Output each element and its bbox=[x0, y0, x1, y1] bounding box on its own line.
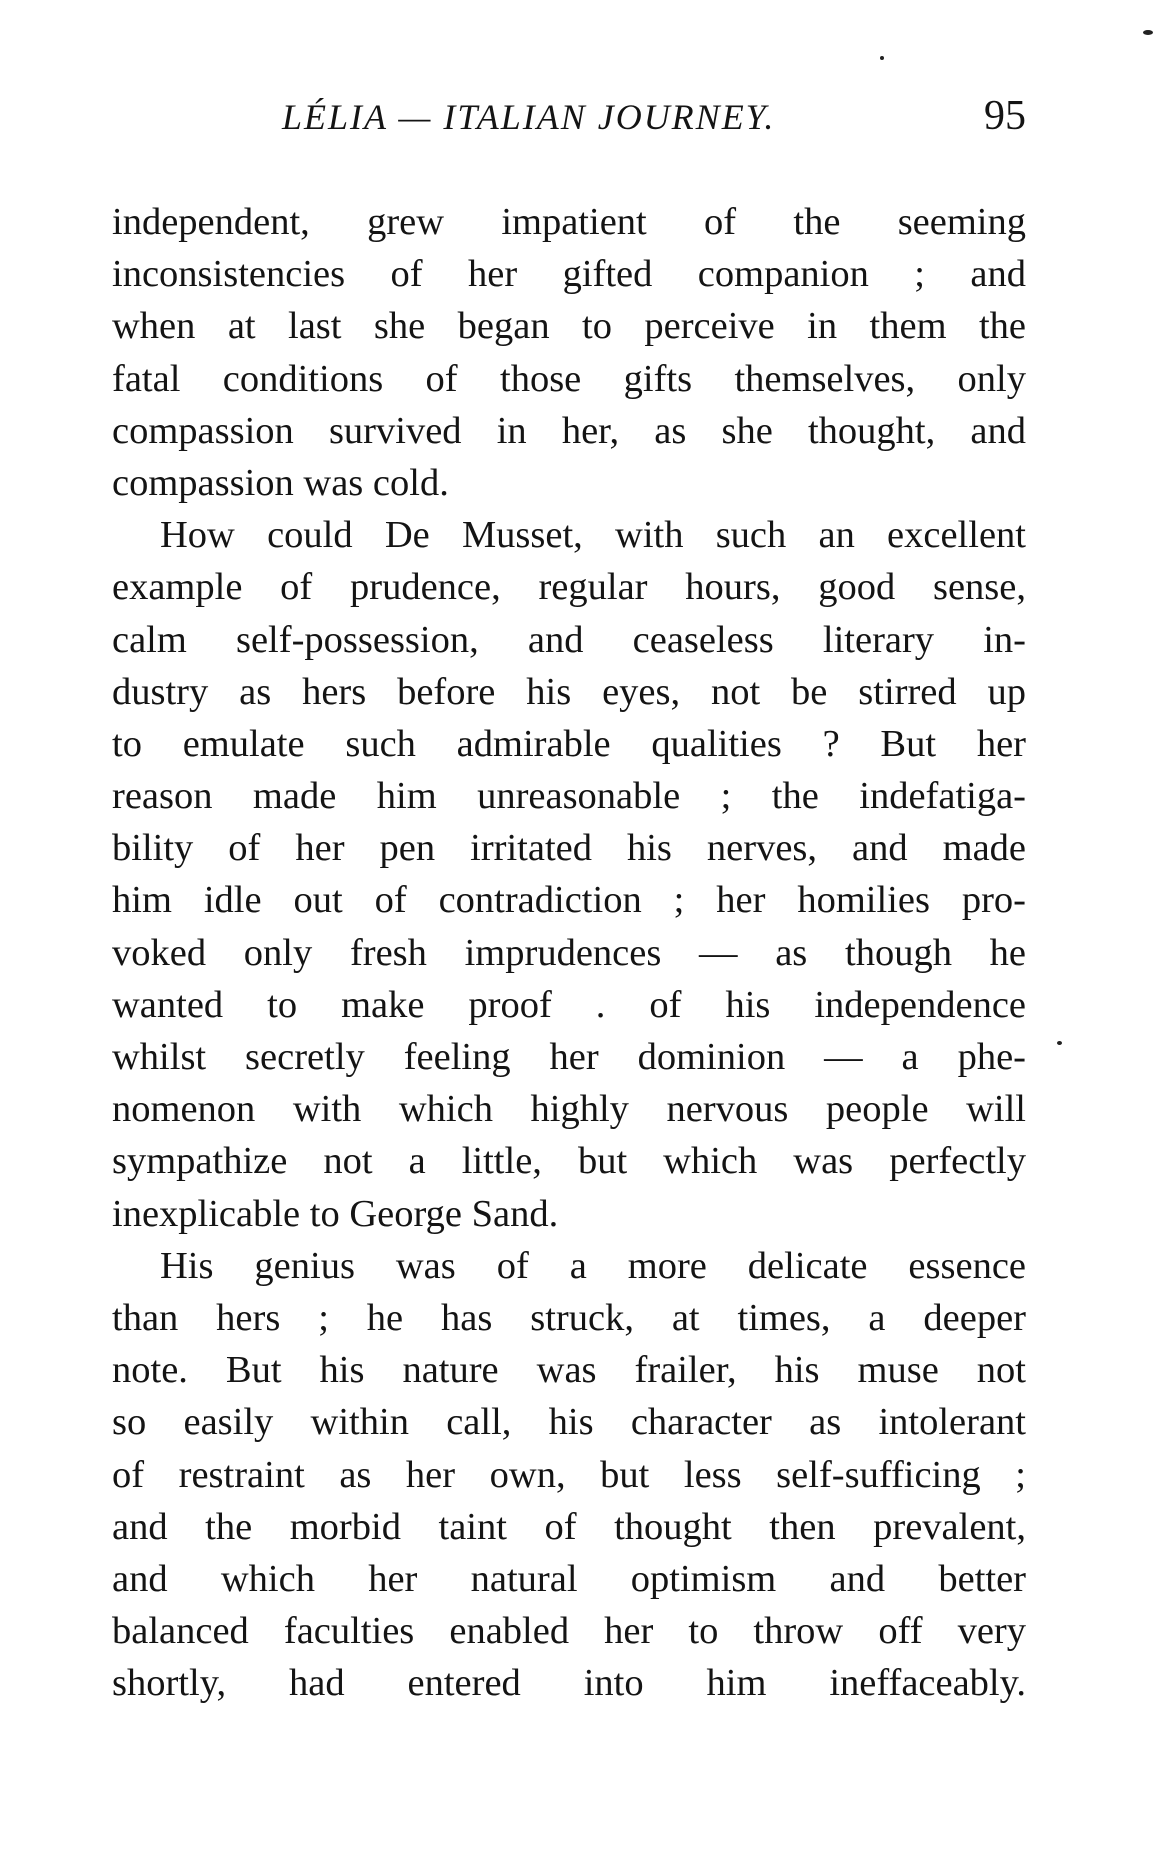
speck-mark bbox=[1143, 30, 1153, 35]
text-line: when at last she began to perceive in them the bbox=[112, 305, 1026, 348]
text-line: compassion survived in her, as she thought, and bbox=[112, 409, 1026, 452]
text-line: to emulate such admirable qualities ? But her bbox=[112, 722, 1026, 765]
page-header bbox=[112, 92, 1026, 144]
text-line: voked only fresh imprudences — as though he bbox=[112, 931, 1026, 974]
text-line: independent, grew impatient of the seeming bbox=[112, 201, 1026, 243]
text-line: balanced faculties enabled her to throw off very bbox=[112, 1610, 1026, 1653]
text-line: compassion was cold. bbox=[112, 461, 449, 504]
text-line: note. But his nature was frailer, his muse not bbox=[112, 1349, 1026, 1392]
text-line: of restraint as her own, but less self-sufficing ; bbox=[112, 1453, 1026, 1496]
text-line: whilst secretly feeling her dominion — a phe- bbox=[112, 1036, 1026, 1078]
text-line: reason made him unreasonable ; the indefatiga- bbox=[112, 775, 1026, 818]
text-line: so easily within call, his character as intolerant bbox=[112, 1401, 1026, 1444]
text-line: bility of her pen irritated his nerves, and made bbox=[112, 827, 1026, 870]
running-title: LÉLIA — ITALIAN JOURNEY. bbox=[282, 97, 776, 137]
text-line: example of prudence, regular hours, good sense, bbox=[112, 566, 1026, 609]
text-line: shortly, had entered into him ineffaceably. bbox=[112, 1662, 1026, 1705]
text-line: His genius was of a more delicate essence bbox=[160, 1244, 1026, 1287]
text-line: How could De Musset, with such an excellent bbox=[160, 514, 1026, 557]
text-line: and which her natural optimism and better bbox=[112, 1557, 1026, 1600]
page-number: 95 bbox=[984, 93, 1026, 139]
text-line: sympathize not a little, but which was perfectly bbox=[112, 1140, 1026, 1183]
text-line: than hers ; he has struck, at times, a deeper bbox=[112, 1296, 1026, 1339]
text-line: wanted to make proof . of his independence bbox=[112, 983, 1026, 1026]
text-line: and the morbid taint of thought then prevalent, bbox=[112, 1505, 1026, 1548]
text-line: fatal conditions of those gifts themselves, only bbox=[112, 357, 1026, 400]
speck-mark bbox=[880, 56, 884, 60]
text-line: inexplicable to George Sand. bbox=[112, 1192, 559, 1235]
speck-mark bbox=[1057, 1041, 1062, 1045]
text-line: dustry as hers before his eyes, not be stirred up bbox=[112, 670, 1026, 713]
text-line: him idle out of contradiction ; her homilies pro- bbox=[112, 879, 1026, 922]
text-line: nomenon with which highly nervous people will bbox=[112, 1088, 1026, 1131]
body-text bbox=[112, 196, 1026, 1709]
text-line: calm self-possession, and ceaseless literary in- bbox=[112, 618, 1026, 661]
text-line: inconsistencies of her gifted companion ; and bbox=[112, 253, 1026, 296]
